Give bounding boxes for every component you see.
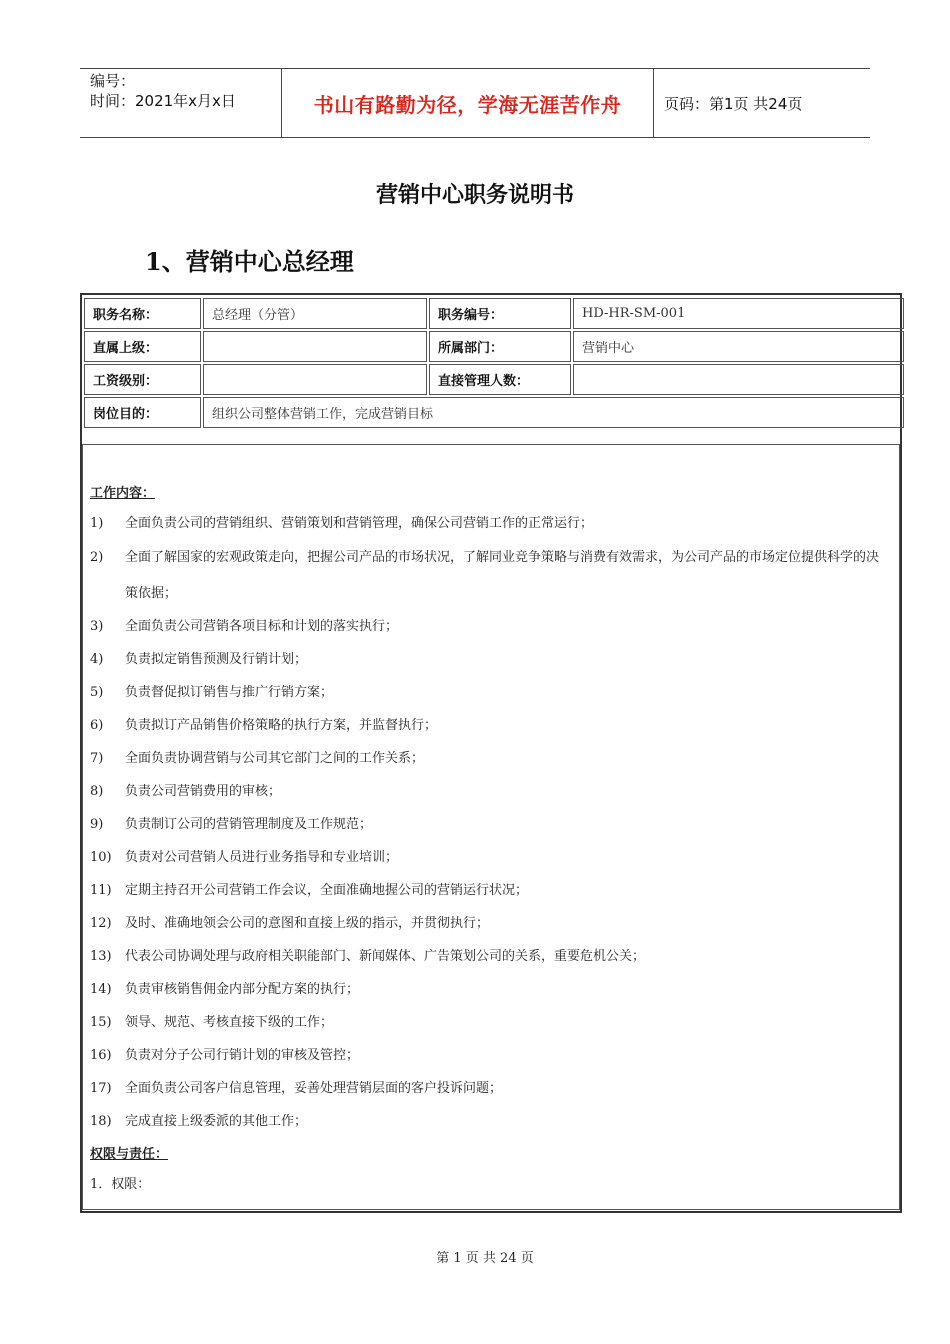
- list-item-number: 3): [90, 619, 104, 634]
- list-item: [90, 1006, 890, 1039]
- work-content-heading: 工作内容：: [90, 486, 156, 501]
- table-row: [84, 397, 904, 428]
- list-item-text: 负责对公司营销人员进行业务指导和专业培训；: [125, 850, 399, 865]
- list-item: [90, 907, 890, 940]
- list-item: [90, 742, 890, 775]
- list-item: [90, 709, 890, 742]
- department-label: 所属部门：: [429, 331, 571, 362]
- list-item-number: 1): [90, 516, 104, 531]
- list-item-text: 定期主持召开公司营销工作会议，全面准确地握公司的营销运行状况；: [125, 883, 529, 898]
- list-item: [90, 841, 890, 874]
- job-info-table: [82, 296, 906, 430]
- list-item-text: 负责公司营销费用的审核；: [125, 784, 282, 799]
- superior-label: 直属上级：: [84, 331, 201, 362]
- list-item-number: 13): [90, 949, 112, 964]
- direct-reports-label: 直接管理人数：: [429, 364, 571, 395]
- position-purpose-value: 组织公司整体营销工作，完成营销目标: [203, 397, 904, 428]
- authority-heading: 权限与责任：: [90, 1147, 169, 1162]
- list-item-number: 9): [90, 817, 104, 832]
- salary-level-label: 工资级别：: [84, 364, 201, 395]
- list-item-number: 6): [90, 718, 104, 733]
- list-item-text: 领导、规范、考核直接下级的工作；: [125, 1015, 334, 1030]
- list-item-text: 完成直接上级委派的其他工作；: [125, 1114, 308, 1129]
- list-item-number: 10): [90, 850, 112, 865]
- header-motto: 书山有路勤为径，学海无涯苦作舟: [281, 69, 654, 137]
- salary-level-value: [203, 364, 427, 395]
- list-item-text: 全面负责公司客户信息管理，妥善处理营销层面的客户投诉问题；: [125, 1081, 503, 1096]
- page-footer: 第 1 页 共 24 页: [436, 1251, 534, 1266]
- list-item-number: 14): [90, 982, 112, 997]
- list-item: [90, 676, 890, 709]
- list-item-number: 11): [90, 883, 112, 898]
- position-purpose-label: 岗位目的：: [84, 397, 201, 428]
- list-item: [90, 973, 890, 1006]
- list-item-text: 全面负责公司的营销组织、营销策划和营销管理，确保公司营销工作的正常运行；: [125, 516, 594, 531]
- list-item: [90, 1105, 890, 1138]
- table-row: [84, 331, 904, 362]
- list-item-number: 18): [90, 1114, 112, 1129]
- job-code-label: 职务编号：: [429, 298, 571, 329]
- list-item-text: 负责拟定销售预测及行销计划；: [125, 652, 308, 667]
- list-item: [90, 808, 890, 841]
- list-item-number: 8): [90, 784, 104, 799]
- list-item-number: 17): [90, 1081, 112, 1096]
- superior-value: [203, 331, 427, 362]
- list-item: [90, 610, 890, 643]
- list-item-text: 负责制订公司的营销管理制度及工作规范；: [125, 817, 373, 832]
- job-name-value: 总经理（分管）: [203, 298, 427, 329]
- list-item-text: 全面了解国家的宏观政策走向，把握公司产品的市场状况，了解同业竞争策略与消费有效需求，为公司产品的市场定位提供科学的决策依据；: [125, 550, 880, 601]
- list-item-number: 12): [90, 916, 112, 931]
- list-item-text: 负责对分子公司行销计划的审核及管控；: [125, 1048, 360, 1063]
- table-row: [84, 364, 904, 395]
- direct-reports-value: [573, 364, 904, 395]
- list-item: [90, 1072, 890, 1105]
- list-item: [90, 507, 890, 540]
- job-code-value: HD-HR-SM-001: [573, 298, 904, 329]
- list-item-number: 15): [90, 1015, 112, 1030]
- department-value: 营销中心: [573, 331, 904, 362]
- list-item: [90, 874, 890, 907]
- document-title: 营销中心职务说明书: [375, 182, 574, 208]
- header-page-info: 页码：第1页 共24页: [664, 94, 803, 113]
- list-item-number: 4): [90, 652, 104, 667]
- list-item: [90, 540, 890, 610]
- number-label: 编号：: [90, 72, 136, 90]
- list-item: [90, 940, 890, 973]
- header-meta: [80, 69, 281, 137]
- list-item-number: 5): [90, 685, 104, 700]
- list-item-number: 7): [90, 751, 104, 766]
- list-item: [90, 1039, 890, 1072]
- list-item: [90, 775, 890, 808]
- authority-subheading: 1．权限：: [90, 1177, 151, 1192]
- job-name-label: 职务名称：: [84, 298, 201, 329]
- list-item-text: 负责审核销售佣金内部分配方案的执行；: [125, 982, 360, 997]
- work-content: [90, 480, 890, 1201]
- list-item-number: 2): [90, 550, 104, 565]
- list-item: [90, 643, 890, 676]
- time-label: 时间：2021年x月x日: [90, 92, 236, 110]
- list-item-text: 及时、准确地领会公司的意图和直接上级的指示，并贯彻执行；: [125, 916, 490, 931]
- list-item-text: 负责督促拟订销售与推广行销方案；: [125, 685, 334, 700]
- table-row: [84, 298, 904, 329]
- section-title: 1、营销中心总经理: [145, 247, 354, 276]
- list-item-text: 代表公司协调处理与政府相关职能部门、新闻媒体、广告策划公司的关系，重要危机公关；: [125, 949, 646, 964]
- duty-list: [90, 507, 890, 1138]
- page-header: [80, 68, 870, 138]
- list-item-text: 全面负责公司营销各项目标和计划的落实执行；: [125, 619, 399, 634]
- list-item-text: 全面负责协调营销与公司其它部门之间的工作关系；: [125, 751, 425, 766]
- list-item-text: 负责拟订产品销售价格策略的执行方案，并监督执行；: [125, 718, 438, 733]
- list-item-number: 16): [90, 1048, 112, 1063]
